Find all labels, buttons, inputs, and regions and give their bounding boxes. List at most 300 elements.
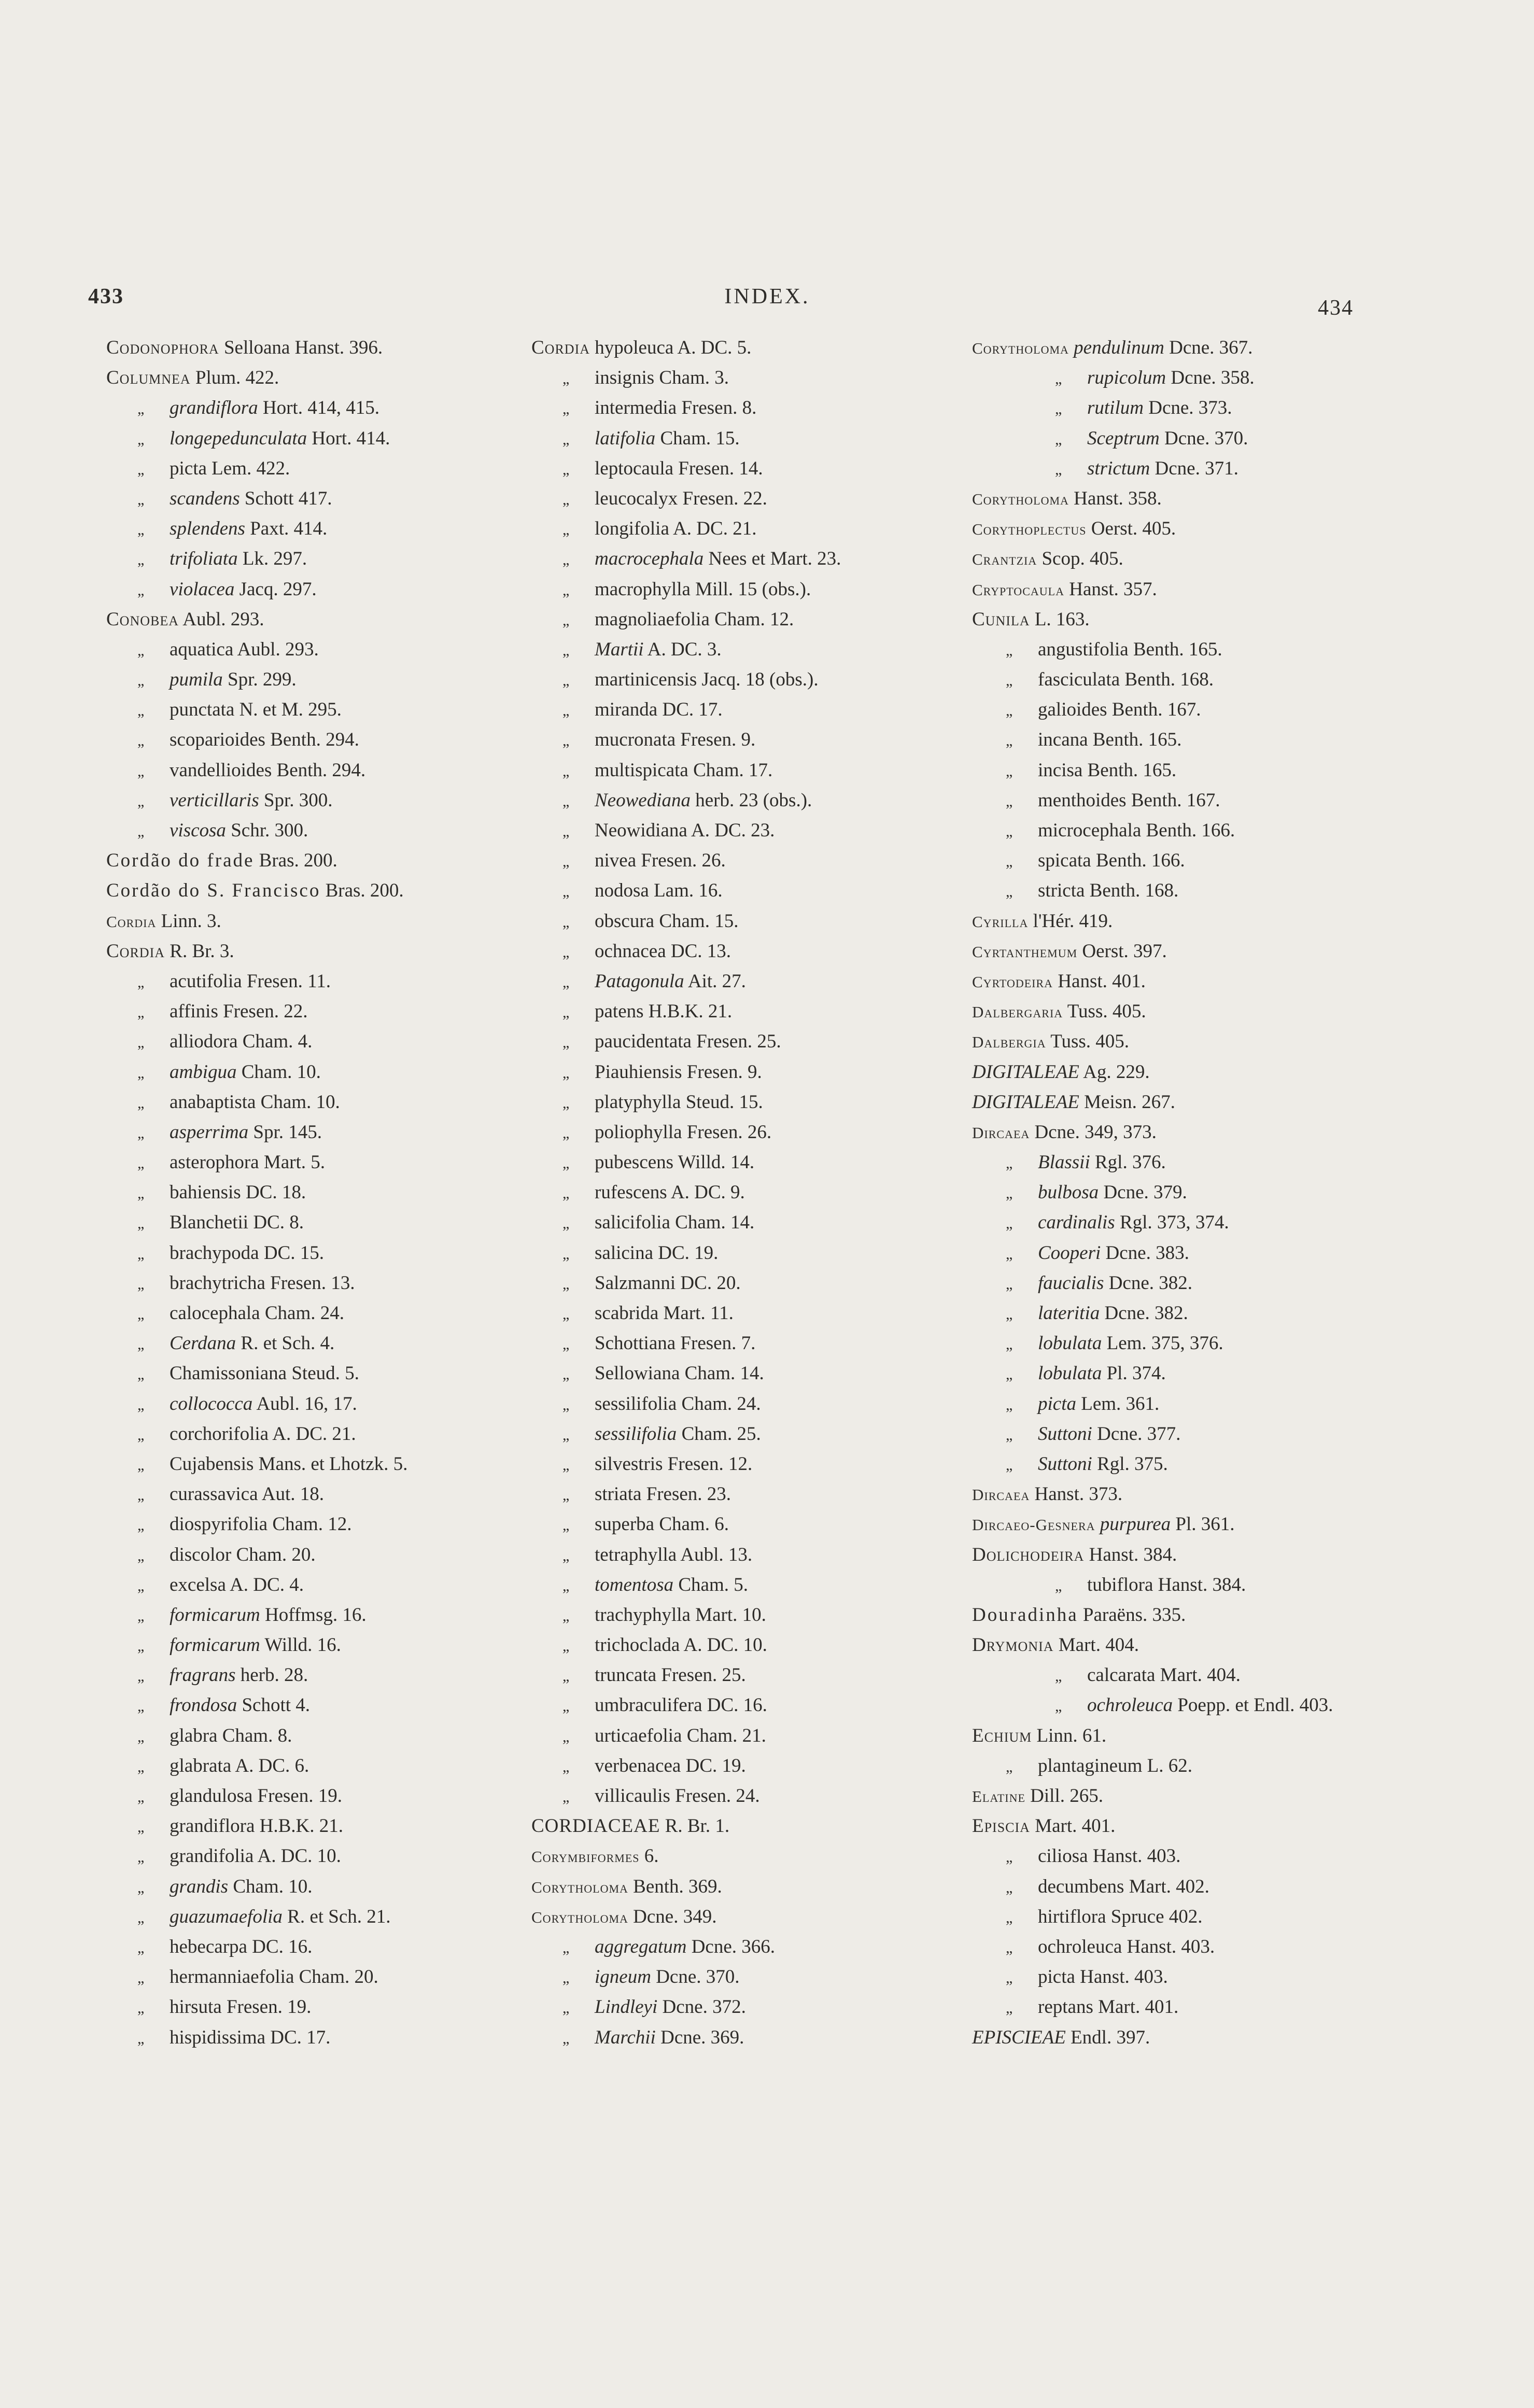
entry-vernacular: Douradinha: [972, 1604, 1078, 1626]
index-entry: [531, 424, 956, 454]
entry-text: Bras. 200.: [254, 850, 337, 872]
entry-text: truncata Fresen. 25.: [595, 1664, 746, 1686]
entry-genus-smallcaps: Corytholoma: [531, 1908, 628, 1926]
index-entry: [972, 786, 1376, 816]
entry-italic: latifolia: [595, 427, 656, 449]
entry-text: Scop. 405.: [1037, 548, 1123, 570]
entry-text: Rgl. 376.: [1090, 1152, 1166, 1173]
entry-text: hypoleuca A. DC. 5.: [590, 337, 752, 358]
index-entry: [106, 363, 526, 393]
index-entry: [106, 1117, 526, 1147]
entry-text: calocephala Cham. 24.: [170, 1303, 344, 1324]
index-entry: [106, 1147, 526, 1178]
entry-italic: formicarum: [170, 1634, 260, 1656]
entry-text: Mart. 404.: [1053, 1634, 1139, 1656]
entry-genus-smallcaps: Elatine: [972, 1787, 1025, 1805]
ditto-mark: „: [1006, 1849, 1013, 1866]
index-entry: [972, 1479, 1376, 1509]
index-entry: [106, 1902, 526, 1932]
entry-text: leucocalyx Fresen. 22.: [595, 487, 767, 509]
entry-text: Hoffmsg. 16.: [260, 1604, 367, 1626]
entry-text: Dcne. 367.: [1164, 337, 1253, 358]
ditto-mark: „: [562, 581, 570, 599]
entry-text: menthoides Benth. 167.: [1038, 789, 1220, 811]
index-entry: [531, 1298, 956, 1328]
ditto-mark: „: [1006, 883, 1013, 901]
entry-text: herb. 28.: [235, 1664, 308, 1686]
entry-text: Dcne. 377.: [1092, 1423, 1181, 1445]
index-entry: [531, 1509, 956, 1539]
entry-text: Willd. 16.: [260, 1634, 341, 1656]
ditto-mark: „: [137, 973, 145, 991]
ditto-mark: „: [137, 1306, 145, 1323]
index-entry: [531, 1027, 956, 1057]
ditto-mark: „: [137, 551, 145, 569]
entry-text: tubiflora Hanst. 384.: [1087, 1574, 1246, 1595]
ditto-mark: „: [562, 1155, 570, 1172]
entry-text: Aubl. 16, 17.: [252, 1393, 357, 1415]
ditto-mark: „: [137, 1577, 145, 1594]
index-entry: [972, 1962, 1376, 1992]
ditto-mark: „: [137, 1637, 145, 1655]
entry-text: hebecarpa DC. 16.: [170, 1936, 313, 1957]
entry-text: bahiensis DC. 18.: [170, 1182, 306, 1203]
ditto-mark: „: [562, 1547, 570, 1564]
index-entry: [106, 1027, 526, 1057]
entry-text: Cujabensis Mans. et Lhotzk. 5.: [170, 1453, 408, 1475]
index-entry: [531, 514, 956, 544]
index-entry: [972, 1751, 1376, 1781]
ditto-mark: „: [562, 430, 570, 448]
entry-italic: pendulinum: [1068, 337, 1164, 358]
entry-text: Paxt. 414.: [245, 518, 328, 540]
index-entry: [106, 1449, 526, 1479]
entry-text: incisa Benth. 165.: [1038, 759, 1177, 781]
index-entry: [531, 786, 956, 816]
index-entry: [972, 605, 1376, 635]
entry-text: Schott 4.: [237, 1695, 311, 1716]
index-entry: [531, 1781, 956, 1811]
entry-text: ochnacea DC. 13.: [595, 940, 731, 962]
entry-text: plantagineum L. 62.: [1038, 1755, 1192, 1776]
index-entry: [972, 1841, 1376, 1871]
entry-text: Pl. 361.: [1171, 1514, 1235, 1535]
ditto-mark: „: [562, 732, 570, 750]
ditto-mark: „: [137, 1426, 145, 1444]
index-entry: [531, 605, 956, 635]
ditto-mark: „: [562, 1034, 570, 1052]
entry-text: Spr. 299.: [222, 669, 297, 691]
ditto-mark: „: [137, 400, 145, 418]
ditto-mark: „: [1006, 702, 1013, 720]
ditto-mark: „: [562, 1698, 570, 1715]
index-entry: [106, 1872, 526, 1902]
index-entry: [972, 967, 1376, 997]
page-title: INDEX.: [724, 285, 810, 309]
entry-italic: rutilum: [1087, 397, 1144, 419]
index-entry: [531, 1389, 956, 1419]
entry-italic: Blassii: [1038, 1152, 1090, 1173]
entry-genus-smallcaps: Crantzia: [972, 550, 1037, 569]
ditto-mark: „: [1006, 1426, 1013, 1444]
index-entry: [106, 1721, 526, 1751]
ditto-mark: „: [137, 1124, 145, 1142]
entry-text: macrophylla Mill. 15 (obs.).: [595, 578, 811, 600]
entry-genus: Drymonia: [972, 1634, 1054, 1656]
entry-genus: Columnea: [106, 367, 191, 389]
entry-italic: lobulata: [1038, 1363, 1102, 1384]
entry-italic: grandiflora: [170, 397, 258, 419]
entry-text: incana Benth. 165.: [1038, 729, 1182, 751]
index-entry: [972, 725, 1376, 755]
entry-text: Salzmanni DC. 20.: [595, 1272, 741, 1294]
index-entry: [531, 1751, 956, 1781]
entry-text: picta Lem. 422.: [170, 457, 290, 479]
entry-text: Linn. 61.: [1032, 1725, 1107, 1746]
entry-italic: Lindleyi: [595, 1996, 658, 2018]
entry-text: Hort. 414, 415.: [258, 397, 379, 419]
ditto-mark: „: [137, 1547, 145, 1564]
ditto-mark: „: [562, 823, 570, 840]
entry-text: Pl. 374.: [1102, 1363, 1166, 1384]
ditto-mark: „: [137, 581, 145, 599]
entry-italic: Patagonula: [595, 970, 684, 992]
index-entry: [531, 1238, 956, 1268]
entry-text: Dcne. 370.: [651, 1966, 740, 1988]
entry-text: Dcne. 383.: [1101, 1242, 1189, 1264]
index-entry: [531, 846, 956, 876]
entry-text: Benth. 369.: [628, 1875, 722, 1897]
ditto-mark: „: [1055, 460, 1062, 478]
entry-italic: aggregatum: [595, 1936, 687, 1957]
ditto-mark: „: [137, 823, 145, 840]
index-entry: [106, 333, 526, 363]
index-entry: [972, 997, 1376, 1027]
ditto-mark: „: [562, 853, 570, 871]
entry-text: Dcne. 382.: [1104, 1272, 1193, 1294]
entry-text: striata Fresen. 23.: [595, 1483, 731, 1505]
ditto-mark: „: [137, 1999, 145, 2017]
index-entry: [972, 544, 1376, 574]
ditto-mark: „: [562, 1668, 570, 1685]
ditto-mark: „: [137, 1758, 145, 1775]
ditto-mark: „: [562, 641, 570, 659]
index-entry: [972, 333, 1376, 363]
index-entry: [531, 1570, 956, 1600]
index-entry: [106, 424, 526, 454]
entry-italic: tomentosa: [595, 1574, 674, 1595]
index-entry: [972, 1660, 1376, 1690]
entry-text: Sellowiana Cham. 14.: [595, 1363, 764, 1384]
entry-text: patens H.B.K. 21.: [595, 1001, 733, 1023]
entry-text: Oerst. 397.: [1077, 940, 1167, 962]
ditto-mark: „: [1006, 792, 1013, 810]
ditto-mark: „: [137, 1517, 145, 1534]
entry-text: A. DC. 3.: [643, 638, 722, 660]
entry-text: brachypoda DC. 15.: [170, 1242, 324, 1264]
ditto-mark: „: [137, 732, 145, 750]
entry-text: Schottiana Fresen. 7.: [595, 1333, 756, 1354]
index-entry: [106, 967, 526, 997]
index-entry: [972, 1509, 1376, 1539]
entry-italic: EPISCIEAE: [972, 2026, 1066, 2048]
index-entry: [106, 936, 526, 967]
index-entry: [972, 424, 1376, 454]
entry-text: Jacq. 297.: [234, 578, 317, 600]
entry-text: brachytricha Fresen. 13.: [170, 1272, 355, 1294]
index-entry: [972, 1570, 1376, 1600]
entry-italic: strictum: [1087, 457, 1150, 479]
index-entry: [531, 665, 956, 695]
ditto-mark: „: [137, 1969, 145, 1987]
ditto-mark: „: [562, 1366, 570, 1383]
entry-text: obscura Cham. 15.: [595, 910, 739, 932]
entry-genus-smallcaps: Cryptocaula: [972, 580, 1064, 599]
index-entry: [106, 876, 526, 906]
entry-text: Ag. 229.: [1079, 1061, 1150, 1083]
ditto-mark: „: [1006, 1939, 1013, 1956]
index-entry: [972, 1359, 1376, 1389]
entry-text: picta Hanst. 403.: [1038, 1966, 1168, 1988]
index-entry: [972, 484, 1376, 514]
entry-text: intermedia Fresen. 8.: [595, 397, 757, 419]
entry-italic: macrocephala: [595, 548, 704, 570]
index-column-3: [972, 333, 1376, 2053]
entry-text: glabrata A. DC. 6.: [170, 1755, 309, 1776]
ditto-mark: „: [137, 2029, 145, 2047]
index-entry: [531, 1419, 956, 1449]
index-entry: [531, 1328, 956, 1359]
ditto-mark: „: [1006, 1245, 1013, 1263]
index-entry: [972, 665, 1376, 695]
ditto-mark: „: [562, 1124, 570, 1142]
ditto-mark: „: [562, 370, 570, 388]
index-entry: [531, 1660, 956, 1690]
index-entry: [106, 1178, 526, 1208]
entry-text: Mart. 401.: [1030, 1815, 1116, 1837]
entry-italic: trifoliata: [170, 548, 238, 570]
entry-text: herb. 23 (obs.).: [690, 789, 812, 811]
index-entry: [972, 1992, 1376, 2022]
index-entry: [972, 1027, 1376, 1057]
index-entry: [531, 1932, 956, 1962]
entry-text: R. Br. 3.: [165, 940, 234, 962]
entry-genus-smallcaps: Corymbiformes: [531, 1847, 640, 1866]
entry-text: Plum. 422.: [190, 367, 279, 389]
index-entry: [531, 1178, 956, 1208]
entry-italic: rupicolum: [1087, 367, 1166, 389]
index-entry: [531, 484, 956, 514]
ditto-mark: „: [562, 1788, 570, 1805]
ditto-mark: „: [1006, 1758, 1013, 1775]
ditto-mark: „: [562, 521, 570, 539]
index-entry: [106, 1992, 526, 2022]
index-entry: [972, 1690, 1376, 1720]
entry-text: Dcne. 379.: [1099, 1182, 1187, 1203]
entry-text: Lem. 375, 376.: [1102, 1333, 1223, 1354]
entry-text: mucronata Fresen. 9.: [595, 729, 756, 751]
entry-genus-smallcaps: Dircaea: [972, 1123, 1030, 1142]
index-entry: [531, 1811, 956, 1841]
entry-italic: Cerdana: [170, 1333, 236, 1354]
index-entry: [106, 484, 526, 514]
entry-italic: Marchii: [595, 2026, 656, 2048]
entry-text: Rgl. 373, 374.: [1115, 1212, 1229, 1234]
ditto-mark: „: [562, 551, 570, 569]
ditto-mark: „: [137, 1939, 145, 1956]
ditto-mark: „: [137, 1698, 145, 1715]
entry-text: l'Hér. 419.: [1028, 910, 1113, 932]
entry-text: alliodora Cham. 4.: [170, 1031, 313, 1053]
index-entry: [106, 997, 526, 1027]
entry-text: Spr. 300.: [259, 789, 333, 811]
entry-text: hermanniaefolia Cham. 20.: [170, 1966, 378, 1988]
entry-text: Tuss. 405.: [1063, 1001, 1146, 1023]
ditto-mark: „: [1006, 823, 1013, 840]
index-entry: [972, 1419, 1376, 1449]
index-entry: [106, 1781, 526, 1811]
entry-genus-smallcaps: Dalbergia: [972, 1033, 1046, 1052]
index-entry: [531, 1449, 956, 1479]
index-entry: [106, 906, 526, 936]
index-entry: [972, 575, 1376, 605]
index-entry: [972, 755, 1376, 786]
entry-text: microcephala Benth. 166.: [1038, 820, 1235, 841]
entry-italic: Martii: [595, 638, 644, 660]
ditto-mark: „: [562, 1999, 570, 2017]
index-entry: [972, 1389, 1376, 1419]
entry-text: nivea Fresen. 26.: [595, 850, 726, 872]
entry-text: Piauhiensis Fresen. 9.: [595, 1061, 762, 1083]
ditto-mark: „: [137, 1849, 145, 1866]
index-entry: [972, 393, 1376, 423]
index-entry: [531, 2023, 956, 2053]
index-entry: [531, 1872, 956, 1902]
ditto-mark: „: [1006, 1909, 1013, 1926]
entry-text: scoparioides Benth. 294.: [170, 729, 359, 751]
entry-text: grandiflora H.B.K. 21.: [170, 1815, 343, 1837]
ditto-mark: „: [137, 1004, 145, 1021]
entry-text: curassavica Aut. 18.: [170, 1483, 324, 1505]
entry-genus: Cordia: [106, 940, 165, 962]
entry-vernacular: Cordão do frade: [106, 850, 255, 872]
entry-text: Paraëns. 335.: [1078, 1604, 1186, 1626]
entry-text: verbenacea DC. 19.: [595, 1755, 746, 1776]
ditto-mark: „: [562, 1637, 570, 1655]
entry-genus-smallcaps: Cordia: [106, 912, 157, 931]
index-entry: [106, 1630, 526, 1660]
ditto-mark: „: [562, 792, 570, 810]
entry-text: Rgl. 375.: [1092, 1453, 1168, 1475]
entry-text: affinis Fresen. 22.: [170, 1001, 308, 1023]
entry-text: salicina DC. 19.: [595, 1242, 719, 1264]
ditto-mark: „: [1006, 762, 1013, 780]
entry-text: aquatica Aubl. 293.: [170, 638, 319, 660]
ditto-mark: „: [1006, 1185, 1013, 1202]
entry-italic: verticillaris: [170, 789, 259, 811]
entry-text: decumbens Mart. 402.: [1038, 1875, 1209, 1897]
ditto-mark: „: [562, 1064, 570, 1082]
ditto-mark: „: [137, 1909, 145, 1926]
entry-text: pubescens Willd. 14.: [595, 1152, 755, 1173]
entry-italic: pumila: [170, 669, 223, 691]
index-entry: [972, 1811, 1376, 1841]
index-entry: [106, 846, 526, 876]
ditto-mark: „: [562, 883, 570, 901]
index-entry: [106, 1600, 526, 1630]
ditto-mark: „: [1055, 1577, 1062, 1594]
entry-text: Dcne. 349.: [628, 1906, 717, 1927]
entry-italic: bulbosa: [1038, 1182, 1099, 1203]
index-entry: [106, 1328, 526, 1359]
index-entry: [972, 2023, 1376, 2053]
ditto-mark: „: [1006, 1215, 1013, 1233]
entry-text: asterophora Mart. 5.: [170, 1152, 326, 1173]
index-entry: [972, 1057, 1376, 1087]
entry-text: Meisn. 267.: [1079, 1091, 1175, 1113]
entry-text: Cham. 25.: [677, 1423, 761, 1445]
ditto-mark: „: [1006, 732, 1013, 750]
entry-text: nodosa Lam. 16.: [595, 880, 723, 902]
entry-text: villicaulis Fresen. 24.: [595, 1785, 760, 1807]
entry-genus: Cunila: [972, 608, 1030, 630]
entry-text: Ait. 27.: [684, 970, 746, 992]
index-entry: [972, 1147, 1376, 1178]
index-entry: [531, 333, 956, 363]
ditto-mark: „: [562, 943, 570, 961]
index-entry: [531, 1117, 956, 1147]
ditto-mark: „: [562, 1426, 570, 1444]
entry-text: Endl. 397.: [1065, 2026, 1150, 2048]
entry-text: Schott 417.: [240, 487, 332, 509]
index-entry: [531, 1540, 956, 1570]
index-entry: [106, 1690, 526, 1720]
ditto-mark: „: [1006, 1456, 1013, 1474]
entry-genus-smallcaps: Corythoplectus: [972, 520, 1087, 539]
entry-italic: Neowediana: [595, 789, 691, 811]
index-entry: [972, 846, 1376, 876]
entry-text: angustifolia Benth. 165.: [1038, 638, 1222, 660]
entry-text: discolor Cham. 20.: [170, 1544, 316, 1565]
entry-text: Poepp. et Endl. 403.: [1173, 1695, 1333, 1716]
index-column-1: [106, 333, 526, 2053]
index-entry: [531, 906, 956, 936]
entry-italic: viscosa: [170, 820, 226, 841]
index-entry: [531, 575, 956, 605]
entry-text: Hanst. 358.: [1068, 487, 1162, 509]
entry-text: L. 163.: [1030, 608, 1090, 630]
entry-text: Bras. 200.: [320, 880, 404, 902]
index-entry: [531, 1057, 956, 1087]
ditto-mark: „: [562, 1396, 570, 1413]
ditto-mark: „: [137, 1879, 145, 1896]
ditto-mark: „: [137, 1456, 145, 1474]
entry-text: Hanst. 373.: [1030, 1483, 1123, 1505]
entry-italic: fragrans: [170, 1664, 236, 1686]
index-entry: [972, 1087, 1376, 1117]
entry-text: poliophylla Fresen. 26.: [595, 1121, 772, 1143]
entry-italic: scandens: [170, 487, 240, 509]
index-entry: [972, 1238, 1376, 1268]
entry-text: miranda DC. 17.: [595, 699, 723, 721]
entry-text: ochroleuca Hanst. 403.: [1038, 1936, 1215, 1957]
entry-family: CORDIACEAE: [531, 1815, 660, 1837]
index-entry: [106, 1841, 526, 1871]
entry-text: Cham. 5.: [673, 1574, 748, 1595]
entry-text: leptocaula Fresen. 14.: [595, 457, 763, 479]
ditto-mark: „: [137, 641, 145, 659]
ditto-mark: „: [562, 1094, 570, 1112]
